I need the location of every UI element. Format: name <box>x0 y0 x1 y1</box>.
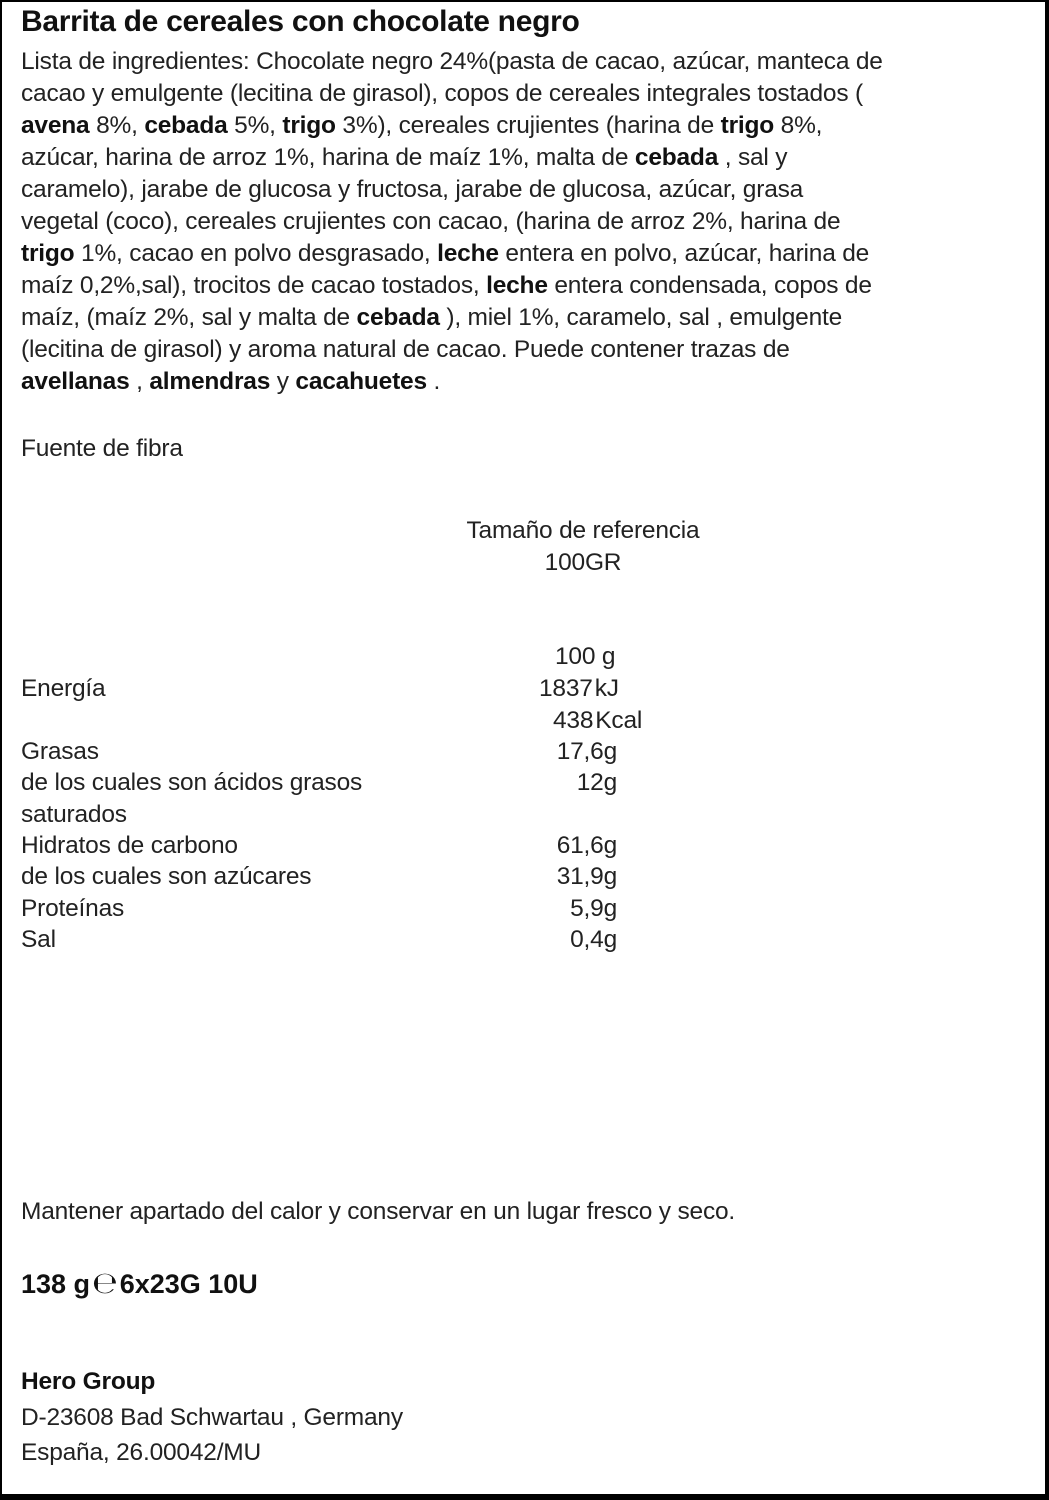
allergen-text: trigo <box>282 112 336 139</box>
ingredient-text: 5%, <box>227 112 283 139</box>
reference-size-label: Tamaño de referencia <box>466 517 700 544</box>
fiber-claim: Fuente de fibra <box>21 435 183 462</box>
nutrient-label-fat: Grasas <box>21 738 99 765</box>
nutrient-value-energy-kcal: 438Kcal <box>553 707 643 734</box>
allergen-text: leche <box>486 272 548 299</box>
allergen-text: cacahuetes <box>295 368 427 395</box>
ingredients-line <box>21 110 1021 142</box>
ingredient-text: ), miel 1%, caramelo, sal , emulgente <box>439 304 843 331</box>
nutrition-column-header: 100 g <box>555 643 616 670</box>
ingredient-text: vegetal (coco), cereales crujientes con cacao, (harina de arroz 2%, harina de <box>21 208 841 235</box>
nutrient-label-protein: Proteínas <box>21 895 125 922</box>
manufacturer-name: Hero Group <box>21 1368 156 1395</box>
ingredient-text: 1%, cacao en polvo desgrasado, <box>74 240 438 267</box>
nutrient-value-sugars: 31,9g <box>556 863 617 890</box>
ingredients-line <box>21 206 1021 238</box>
allergen-text: trigo <box>21 240 75 267</box>
ingredients-line <box>21 142 1021 174</box>
nutrient-label-energy: Energía <box>21 675 106 702</box>
nutrient-label-carbohydrates: Hidratos de carbono <box>21 832 238 859</box>
nutrient-label-sugars: de los cuales son azúcares <box>21 863 312 890</box>
product-title: Barrita de cereales con chocolate negro <box>21 5 580 38</box>
nutrient-value-protein: 5,9g <box>570 895 617 922</box>
allergen-text: avena <box>21 112 90 139</box>
allergen-text: avellanas <box>21 368 130 395</box>
nutrient-value-salt: 0,4g <box>570 926 617 953</box>
ingredients-line <box>21 334 1021 366</box>
ingredient-text: y <box>270 368 296 395</box>
nutrient-label-salt: Sal <box>21 926 56 953</box>
storage-instructions: Mantener apartado del calor y conservar en un lugar fresco y seco. <box>21 1198 736 1225</box>
ingredient-text: 3%), cereales crujientes (harina de <box>335 112 721 139</box>
package-info <box>21 1266 258 1301</box>
manufacturer-registry: España, 26.00042/MU <box>21 1439 262 1466</box>
ingredient-text: . <box>426 368 441 395</box>
allergen-text: almendras <box>149 368 271 395</box>
ingredients-line <box>21 366 1021 398</box>
ingredient-text: entera condensada, copos de <box>547 272 872 299</box>
ingredients-line <box>21 302 1021 334</box>
allergen-text: cebada <box>634 144 719 171</box>
ingredients-line <box>21 78 1021 110</box>
manufacturer-address: D-23608 Bad Schwartau , Germany <box>21 1404 403 1431</box>
nutrient-value-fat: 17,6g <box>556 738 617 765</box>
reference-size-value: 100GR <box>544 549 622 576</box>
allergen-text: trigo <box>720 112 775 139</box>
ingredients-list <box>21 46 1021 398</box>
ingredients-line <box>21 238 1021 270</box>
nutrient-value-carbohydrates: 61,6g <box>556 832 617 859</box>
ingredient-text: cacao y emulgente (lecitina de girasol), copos de cereales integrales tostados ( <box>21 80 863 107</box>
ingredients-line <box>21 270 1021 302</box>
ingredient-text: , sal y <box>718 144 788 171</box>
ingredient-text: entera en polvo, azúcar, harina de <box>498 240 870 267</box>
nutrition-label-page <box>2 2 1045 1494</box>
allergen-text: cebada <box>144 112 228 139</box>
ingredient-text: 8%, <box>774 112 823 139</box>
net-weight: 138 g <box>21 1269 91 1299</box>
ingredient-text: , <box>129 368 150 395</box>
nutrient-value-saturated-fat: 12g <box>576 769 617 796</box>
ingredients-line <box>21 46 1021 78</box>
ingredients-line <box>21 174 1021 206</box>
allergen-text: leche <box>437 240 499 267</box>
estimated-sign-icon: ℮ <box>92 1266 118 1301</box>
nutrient-value-energy-kj: 1837kJ <box>539 675 619 702</box>
ingredient-text: caramelo), jarabe de glucosa y fructosa, jarabe de glucosa, azúcar, grasa <box>21 176 804 203</box>
ingredient-text: (lecitina de girasol) y aroma natural de cacao. Puede contener trazas de <box>21 336 790 363</box>
allergen-text: cebada <box>356 304 440 331</box>
ingredient-text: maíz, (maíz 2%, sal y malta de <box>21 304 357 331</box>
nutrient-label-saturated-fat: de los cuales son ácidos grasos <box>21 769 363 796</box>
ingredient-text: 8%, <box>89 112 145 139</box>
ingredient-text: maíz 0,2%,sal), trocitos de cacao tostados, <box>21 272 487 299</box>
ingredient-text: Lista de ingredientes: Chocolate negro 24%(pasta de cacao, azúcar, manteca de <box>21 48 883 75</box>
ingredient-text: azúcar, harina de arroz 1%, harina de maíz 1%, malta de <box>21 144 635 171</box>
package-format: 6x23G 10U <box>119 1269 258 1299</box>
nutrient-label-saturated-fat-cont: saturados <box>21 801 127 828</box>
